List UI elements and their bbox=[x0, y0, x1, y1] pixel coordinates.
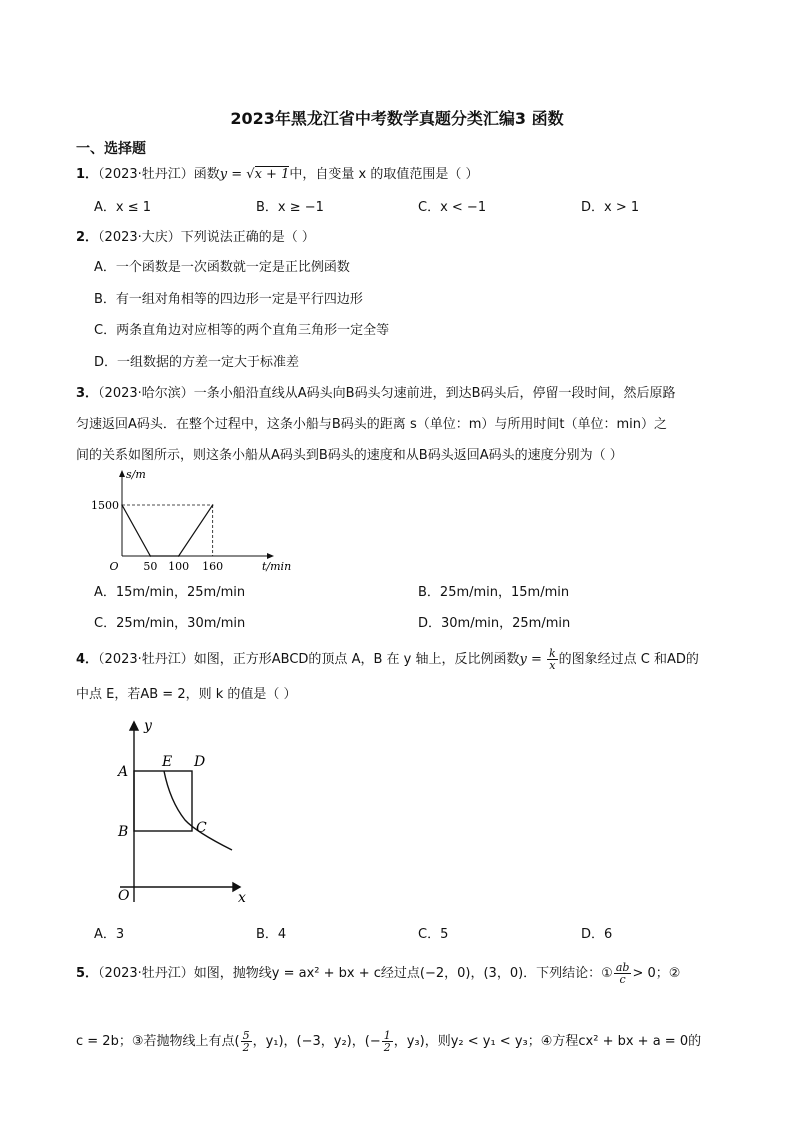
question-number: 4． bbox=[76, 652, 99, 667]
q3-option-d[interactable]: D．30m/min，25m/min bbox=[418, 616, 571, 631]
data-point bbox=[121, 504, 123, 506]
x-tick-label: O bbox=[109, 560, 119, 573]
question-text: 间的关系如图所示，则这条小船从A码头到B码头的速度和从B码头返回A码头的速度分别为（ ） bbox=[76, 448, 623, 463]
question-text: 函数 bbox=[193, 167, 220, 182]
distance-time-chart bbox=[91, 468, 292, 578]
q4-option-a[interactable]: A．3 bbox=[94, 927, 125, 942]
label-y: y bbox=[144, 718, 152, 734]
x-axis-arrow bbox=[267, 553, 274, 559]
question-text: 匀速返回A码头．在整个过程中，这条小船与B码头的距离 s（单位：m）与所用时间t（单位：min）之 bbox=[76, 417, 667, 432]
x-tick-label: 50 bbox=[143, 560, 158, 573]
question-source: （2023·牡丹江） bbox=[98, 966, 194, 981]
fraction bbox=[241, 1030, 252, 1053]
q4-option-d[interactable]: D．6 bbox=[581, 927, 613, 942]
question-text: c = 2b；③若抛物线上有点( bbox=[76, 1034, 240, 1049]
question-text-line bbox=[76, 1030, 701, 1053]
q3-option-b[interactable]: B．25m/min，15m/min bbox=[418, 585, 570, 600]
label-a: A bbox=[118, 764, 129, 780]
q1-option-d[interactable]: D．x > 1 bbox=[581, 200, 640, 215]
question-text: > 0；② bbox=[632, 966, 681, 981]
y-tick-label: 1500 bbox=[91, 499, 119, 512]
question-text: 一条小船沿直线从A码头向B码头匀速前进，到达B码头后，停留一段时间，然后原路 bbox=[193, 386, 676, 401]
question-text: 的图象经过点 C 和AD的 bbox=[558, 652, 699, 667]
x-tick-label: 160 bbox=[202, 560, 224, 573]
q2-option-b[interactable]: B．有一组对角相等的四边形一定是平行四边形 bbox=[94, 292, 363, 307]
q1-option-c[interactable]: C．x < −1 bbox=[418, 200, 487, 215]
question-number: 5． bbox=[76, 966, 99, 981]
numerator: k bbox=[549, 647, 556, 660]
q3-option-c[interactable]: C．25m/min，30m/min bbox=[94, 616, 246, 631]
label-x: x bbox=[238, 890, 246, 906]
question-5 bbox=[76, 962, 680, 985]
fraction bbox=[547, 648, 558, 671]
q1-option-b[interactable]: B．x ≥ −1 bbox=[256, 200, 324, 215]
series-line bbox=[122, 505, 213, 556]
q2-option-a[interactable]: A．一个函数是一次函数就一定是正比例函数 bbox=[94, 260, 350, 275]
question-3 bbox=[76, 385, 676, 403]
denominator: c bbox=[619, 973, 626, 986]
square-abcd bbox=[134, 771, 192, 831]
formula: y = bbox=[219, 167, 247, 182]
data-point bbox=[178, 555, 180, 557]
numerator: 5 bbox=[242, 1029, 250, 1042]
question-2 bbox=[76, 229, 315, 247]
y-axis-label: s/m bbox=[126, 468, 146, 481]
fraction bbox=[382, 1030, 393, 1053]
question-number: 2． bbox=[76, 230, 99, 245]
question-text: ，y₁)，(−3，y₂)，(− bbox=[252, 1034, 381, 1049]
question-number: 3． bbox=[76, 386, 99, 401]
square-hyperbola-figure bbox=[110, 716, 250, 906]
x-axis-label: t/min bbox=[262, 560, 292, 573]
question-source: （2023·牡丹江） bbox=[98, 652, 194, 667]
y-axis-arrow bbox=[130, 722, 138, 730]
question-text: 如图，抛物线y = ax² + bx + c经过点(−2，0)，(3，0)．下列结论：① bbox=[193, 966, 613, 981]
numerator: ab bbox=[615, 961, 630, 974]
section-heading: 一、选择题 bbox=[76, 141, 146, 157]
question-text: ，y₃)，则y₂ < y₁ < y₃；④方程cx² + bx + a = 0的 bbox=[393, 1034, 702, 1049]
formula: y = bbox=[519, 652, 546, 667]
fraction bbox=[614, 962, 632, 985]
question-number: 1． bbox=[76, 167, 99, 182]
data-point bbox=[150, 555, 152, 557]
q2-option-d[interactable]: D．一组数据的方差一定大于标准差 bbox=[94, 355, 300, 370]
numerator: 1 bbox=[383, 1029, 391, 1042]
question-source: （2023·哈尔滨） bbox=[98, 386, 194, 401]
x-tick-label: 100 bbox=[168, 560, 190, 573]
question-text: 如图，正方形ABCD的顶点 A，B 在 y 轴上，反比例函数 bbox=[193, 652, 520, 667]
question-1 bbox=[76, 166, 478, 184]
q4-option-b[interactable]: B．4 bbox=[256, 927, 287, 942]
page-title: 2023年黑龙江省中考数学真题分类汇编3 函数 bbox=[230, 109, 564, 128]
q4-option-c[interactable]: C．5 bbox=[418, 927, 449, 942]
question-text: 下列说法正确的是（ ） bbox=[180, 230, 315, 245]
chart-axes bbox=[119, 470, 274, 559]
q2-option-c[interactable]: C．两条直角边对应相等的两个直角三角形一定全等 bbox=[94, 323, 390, 338]
label-d: D bbox=[194, 754, 206, 770]
question-text: 中点 E，若AB = 2，则 k 的值是（ ） bbox=[76, 687, 297, 702]
label-o: O bbox=[118, 888, 130, 904]
q3-option-a[interactable]: A．15m/min，25m/min bbox=[94, 585, 246, 600]
denominator: 2 bbox=[383, 1041, 391, 1054]
label-e: E bbox=[162, 754, 173, 770]
question-source: （2023·大庆） bbox=[98, 230, 181, 245]
label-c: C bbox=[196, 820, 207, 836]
question-4 bbox=[76, 648, 699, 671]
hyperbola-curve bbox=[164, 771, 232, 850]
chart-marks bbox=[121, 504, 213, 557]
chart-labels bbox=[91, 468, 291, 573]
denominator: x bbox=[549, 659, 556, 672]
q1-option-a[interactable]: A．x ≤ 1 bbox=[94, 200, 152, 215]
y-axis-arrow bbox=[119, 470, 125, 477]
denominator: 2 bbox=[242, 1041, 250, 1054]
label-b: B bbox=[118, 824, 129, 840]
radicand: x + 1 bbox=[254, 167, 290, 182]
question-source: （2023·牡丹江） bbox=[98, 167, 194, 182]
data-point bbox=[212, 504, 214, 506]
question-text: 中，自变量 x 的取值范围是（ ） bbox=[289, 167, 479, 182]
sqrt-sign: √ bbox=[246, 167, 255, 182]
